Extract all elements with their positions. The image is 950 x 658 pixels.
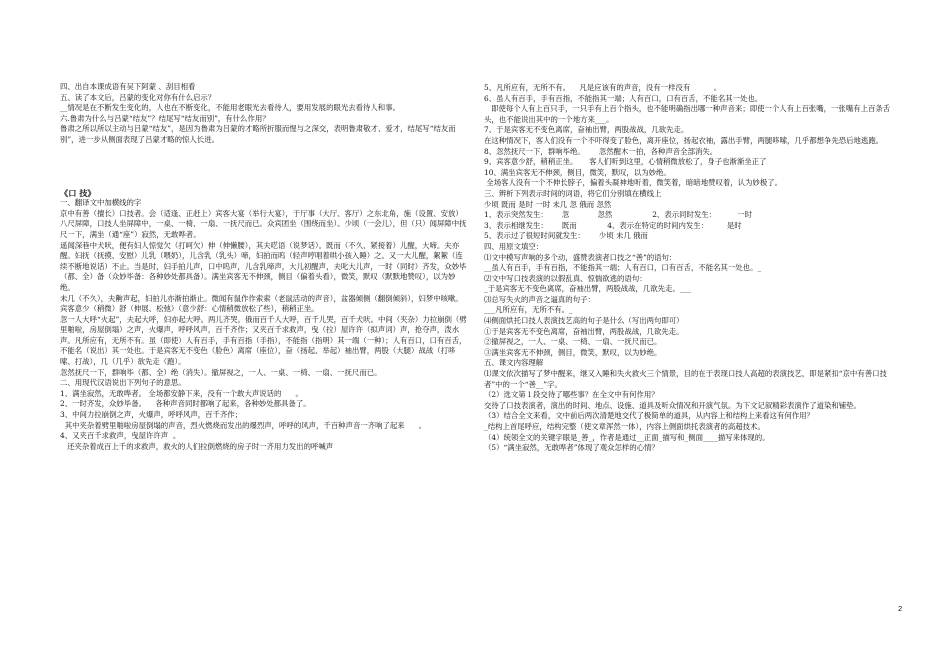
text-line: 在这种情况下，客人们没有一个不吓得变了脸色，离开座位，扬起衣袖，露出手臂，两腿哆嗦，几乎都想争先恐后地逃跑。 <box>484 135 884 145</box>
page-number: 2 <box>898 604 903 613</box>
text-line: ②撤屏视之，一人、一桌、一椅、一扇、一抚尺而已。 <box>484 337 662 347</box>
text-line: （4）统领全文的关键字眼是_善_，作者是通过__正面_描写和_侧面____描写来体现的。 <box>484 432 770 442</box>
text-line: 1、满坐寂然，无敢哗者。 全场都安静下来，没有一个敢大声说话的 。 <box>60 388 303 398</box>
text-line: _结构上首尾呼应，结构完整（使文章浑然一体），内容上侧面烘托表演者的高超技术。 <box>484 422 765 431</box>
text-line: 即使每个人有上百只手，一只手有上百个指头，也不能明确指出哪一种声音来；即使一个人有上百张嘴，一张嘴有上百条舌头，也不能说出其中的一个地方来___。 <box>484 104 891 124</box>
text-line: （2）选文第１段交待了哪些事？在全文中有何作用？ <box>484 390 659 400</box>
text-line: 未几（不久），夫齁声起，妇拍儿亦渐拍渐止。微闻有鼠作作索索（老鼠活动的声音），盆器倾侧（翻倒倾斜），妇梦中咳嗽。宾客意少（稍微）舒（伸展、松弛）（意少舒：心情稍微放松了些），稍稍正坐。 <box>60 293 463 314</box>
text-line: （3）结合全文来看，文中前后两次清楚地交代了极简单的道具，从内容上和结构上来看这有何作用？ <box>484 411 814 421</box>
text-line: 遥闻深巷中犬吠，便有妇人惊觉欠（打呵欠）伸（伸懒腰），其夫呓语（说梦话）。既而（不久、紧接着）儿醒，大啼。夫亦醒。妇抚（抚摸、安慰）儿乳（喂奶），儿含乳（乳头）啼，妇拍而呜（轻声哼唱着哄小孩入睡）之。又一大儿醒，絮絮（连续不断地说话）不止。当是时，妇手拍儿声，口中呜声，儿含乳啼声，大儿初醒声，夫叱大儿声，一时（同时）齐发，众妙毕（都、全）备（众妙毕备：各种妙处都具备）。满坐宾客无不伸颈，侧目（偏着头看），微笑，默叹（默默地赞叹），以为妙绝。 <box>60 240 467 292</box>
text-line: ⑴课文依次描写了梦中醒来，继又入睡和失火救火三个情景，目的在于表现口技人高超的表演技艺，即是紧扣“京中有善口技者”中的一个“善__”字。 <box>484 369 887 389</box>
text-line: 六.鲁肃为什么与吕蒙“结友”？结尾写“结友而别”，有什么作用？ <box>60 113 270 123</box>
text-line: 四、用原文填空： <box>484 241 544 251</box>
section-title: 《口 技》 <box>60 187 96 198</box>
text-line: 4、又夹百千求救声，曳屋许许声 。 <box>60 431 181 441</box>
text-line: 三、辨析下列表示时间的词语，将它们分别填在横线上 <box>484 188 662 198</box>
text-line: 2、一时齐发，众妙毕备。 各种声音同时都响了起来，各种妙处都具备了。 <box>60 399 311 409</box>
text-line: 3、中间力拉崩倒之声，火爆声，呼呼风声，百千齐作； <box>60 410 243 420</box>
text-line: 5、凡所应有，无所不有。 凡是应该有的声音，没有一样没有 。 <box>484 83 722 92</box>
text-line: 一、翻译文中加横线的字 <box>60 198 142 208</box>
text-line: 1、表示突然发生： 忽 忽然 2、表示同时发生： 一时 <box>484 210 752 220</box>
spacer <box>60 146 470 188</box>
text-line: ⑴文中模写声响的多个动，盛赞表演者口技之“善”的语句： <box>484 252 677 262</box>
text-line: 8、忽然抚尺一下，群响毕绝。 忽然醒木一拍，各种声音全部消失。 <box>484 146 718 156</box>
text-line: 五、读了本文后，吕蒙的变化对你有什么启示？ <box>60 92 216 102</box>
time-word-list: 少顷 既而 是时 一时 未几 忽 俄而 忽然 <box>484 199 612 209</box>
text-line: ⑷侧面烘托口技人表演技艺高的句子是什么（写出两句即可） <box>484 316 684 326</box>
text-line: ___凡所应有，无所不有。_ <box>484 305 573 315</box>
text-line: 五、课文内容理解 <box>484 358 544 368</box>
text-line: 7、于是宾客无不变色离席，奋袖出臂，两股战战，几欲先走。 <box>484 125 689 135</box>
text-line: 京中有善（擅长）口技者。会（适逢、正赶上）宾客大宴（举行大宴），于厅事（大厅、客厅）之东北角，施（设置、安放）八尺屏障，口技人坐屏障中，一桌、一椅、一扇、一抚尺而已。众宾团坐（围绕而坐）。少顷（一会儿），但（只）闻屏障中抚尺一下，满坐（通“座”）寂然，无敢哗者。 <box>60 208 467 239</box>
text-line: 忽一人大呼“火起”，夫起大呼，妇亦起大呼。两儿齐哭。俄而百千人大呼，百千儿哭，百千犬吠。中间（夹杂）力拉崩倒（劈里啪啦，房屋倒塌）之声，火爆声，呼呼风声，百千齐作；又夹百千求救声，曳（拉）屋许许（拟声词）声，抢夺声，泼水声。凡所应有，无所不有。虽（即使）人有百手，手有百指（手指），不能指（指明）其一端（一种）；人有百口，口有百舌，不能名（说出）其一处也。于是宾客无不变色（脸色）离席（座位），奋（扬起、举起）袖出臂，两股（大腿）战战（打哆嗦、打战），几（几乎）欲先走（跑）。 <box>60 314 467 367</box>
text-line: 9、宾客意少舒，稍稍正坐。 客人们听到这里，心情稍微放松了，身子也渐渐坐正了 <box>484 157 767 167</box>
text-line: ⑵文中写口技表演的以假乱真、惊惴欲逃的语句： <box>484 273 647 283</box>
text-line: 10、满坐宾客无不伸颈，侧目，微笑，默叹，以为妙绝。 <box>484 167 671 177</box>
text-line: 其中夹杂着劈里啪啦房屋倒塌的声音，烈火燃烧而发出的爆烈声，呼呼的风声，千百种声音一齐响了起来 。 <box>60 420 427 430</box>
text-line: 鲁肃之所以所以主动与吕蒙“结友”，是因为鲁肃为吕蒙的才略所折服而惺与之深交，表明鲁肃敬才、爱才，结尾写“结友而别”，进一步从侧面表现了吕蒙才略的惊人长进。 <box>60 124 456 144</box>
text-line: 5、表示过了很短时间就发生： 少顷 未几 俄而 <box>484 231 648 241</box>
text-line: __情况是在不断发生变化的，人也在不断变化，不能用老眼光去看待人，要用发展的眼光去看待人和事。 <box>60 103 400 113</box>
text-line: 全场客人没有一个不伸长脖子，偏着头凝神地听着，微笑着，暗暗地赞叹着，认为妙极了。 <box>484 178 782 188</box>
text-line: （5）“满坐寂然，无敢哗者”体现了观众怎样的心情？ <box>484 443 659 453</box>
text-line: 交待了口技表演者，演出的时间、地点、设施、道具及听众情况和开演气氛。为下文记叙精彩表演作了道染和铺垫。 <box>484 400 861 410</box>
text-line: 忽然抚尺一下，群响毕（都、全）绝（消失）。撤屏视之，一人、一桌、一椅、一扇、一抚尺而已。 <box>60 367 382 377</box>
right-column <box>484 83 894 454</box>
left-column <box>60 82 470 452</box>
text-line: ⑶总写失火的声音之逼真的句子： <box>484 294 595 304</box>
text-line: __虽人有百手，手有百指，不能指其一端；人有百口，口有百舌，不能名其一处也。_ <box>484 263 762 273</box>
text-line: 6、虽人有百手，手有百指，不能指其一端；人有百口，口有百舌，不能名其一处也。 <box>484 93 763 103</box>
text-line: 二、用现代汉语说出下列句子的意思。 <box>60 378 186 388</box>
text-line: 3、表示相继发生： 既而 4、表示在特定的时间内发生： 是时 <box>484 220 742 230</box>
text-line: ③满坐宾客无不伸颈，侧目，微笑，默叹，以为妙绝。 <box>484 347 662 357</box>
text-line: _于是宾客无不变色离席，奋袖出臂，两股战战，几欲先走。___ <box>484 284 691 294</box>
text-line: 还夹杂着成百上千的求救声，救火的人们拉倒燃烧的房子时一齐用力发出的呼喊声 <box>60 441 334 451</box>
text-line: 四、出自本课成语有吴下阿蒙 、刮目相看 <box>60 82 196 91</box>
text-line: ①于是宾客无不变色离席，奋袖出臂，两股战战，几欲先走。 <box>484 326 684 336</box>
